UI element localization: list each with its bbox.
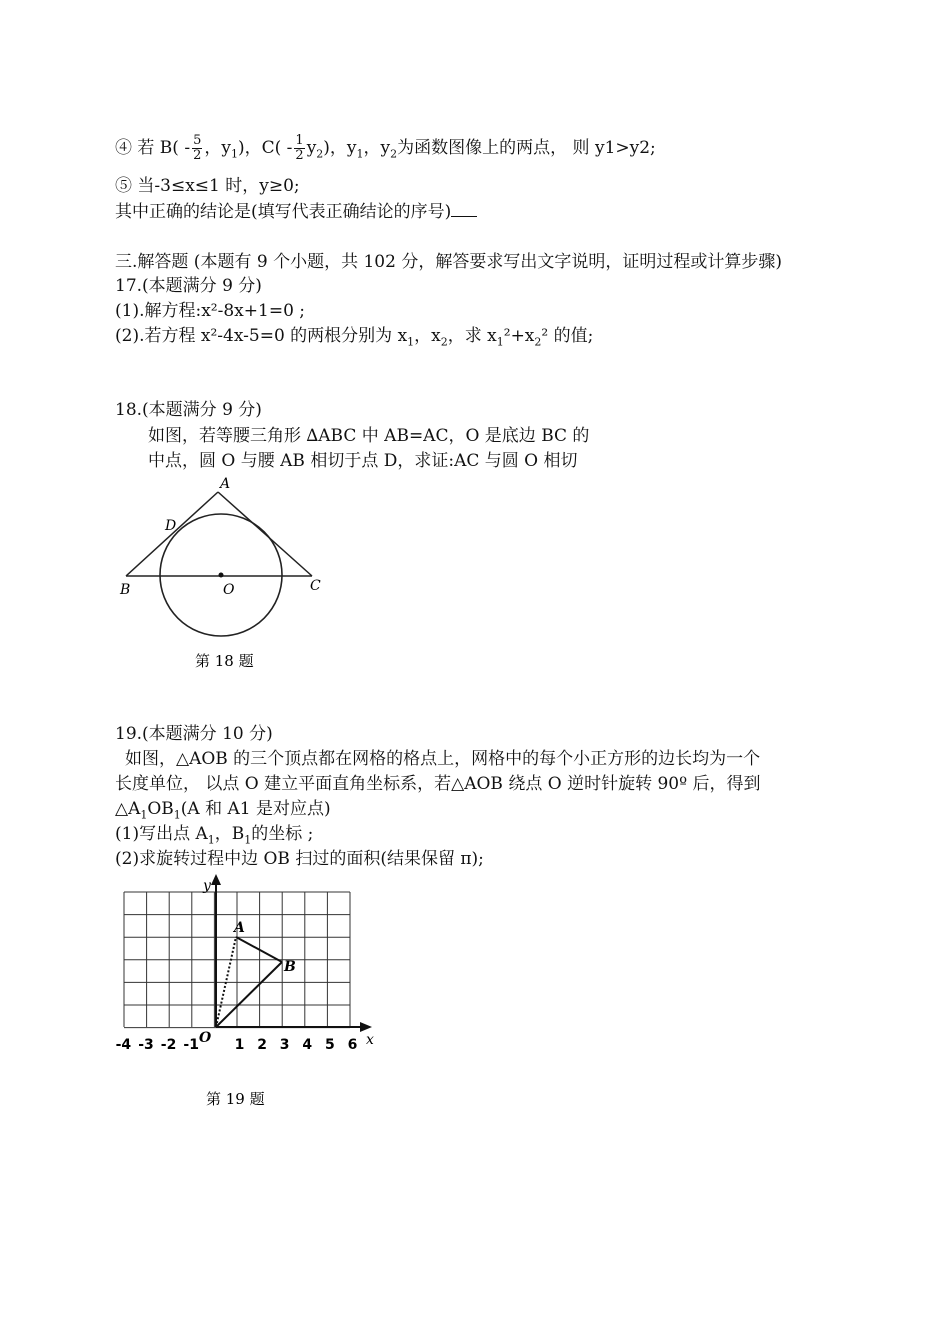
q19-text: 的坐标 ; <box>251 824 314 844</box>
figure-caption: 第 19 题 <box>206 1090 265 1108</box>
q16-conclusion-text: 其中正确的结论是(填写代表正确结论的序号) <box>115 202 452 222</box>
subscript: 1 <box>207 833 215 847</box>
tick-label: 3 <box>279 1037 290 1053</box>
q19-text: (A 和 A1 是对应点) <box>180 799 331 819</box>
q16-item4-prefix: ④ 若 B( - <box>115 138 191 158</box>
frac-num: 1 <box>295 133 304 148</box>
q18-figure <box>110 470 340 680</box>
tick-label: -1 <box>183 1037 199 1053</box>
q18-line1: 如图，若等腰三角形 ∆ABC 中 AB=AC，O 是底边 BC 的 <box>148 426 590 446</box>
subscript: 1 <box>230 147 238 161</box>
q17-part2 <box>115 324 593 354</box>
q18-title: 18.(本题满分 9 分) <box>115 400 262 420</box>
q19-text: △A <box>115 799 141 819</box>
q16-text: )，y <box>323 138 357 158</box>
q19-part2: (2)求旋转过程中边 OB 扫过的面积(结果保留 π); <box>115 849 484 869</box>
tick-labels <box>116 1037 358 1053</box>
q16-text: 为函数图像上的两点， 则 y1>y2; <box>397 138 656 158</box>
q16-text: ，y <box>363 138 391 158</box>
label-c: C <box>310 578 321 594</box>
label-o: O <box>223 582 235 598</box>
x-axis-arrow-icon <box>360 1022 372 1032</box>
q17-text: ，x <box>414 326 441 346</box>
frac-num: 5 <box>193 133 202 148</box>
q16-text: ，y <box>204 138 231 158</box>
tick-label: 4 <box>302 1037 313 1053</box>
segment-ab <box>236 937 282 962</box>
subscript: 2 <box>390 147 398 161</box>
q19-text: ，B <box>214 824 245 844</box>
q16-text: y <box>306 138 317 158</box>
fraction-1-2 <box>294 134 304 163</box>
tick-label: -3 <box>138 1037 154 1053</box>
q17-text: (2).若方程 x²-4x-5=0 的两根分别为 x <box>115 326 408 346</box>
section3-heading: 三.解答题 (本题有 9 个小题，共 102 分，解答要求写出文字说明，证明过程或计算步骤) <box>115 252 782 272</box>
segment-ob <box>216 962 282 1027</box>
subscript: 2 <box>440 335 448 349</box>
figure-caption: 第 18 题 <box>195 652 254 670</box>
q16-item4 <box>115 134 656 166</box>
label-d: D <box>165 518 177 534</box>
q17-part1: (1).解方程:x²-8x+1=0 ; <box>115 301 306 321</box>
q17-title: 17.(本题满分 9 分) <box>115 276 262 296</box>
y-axis-arrow-icon <box>211 874 221 885</box>
tick-label: -4 <box>115 1037 132 1053</box>
q16-conclusion <box>115 200 477 224</box>
center-point-o <box>219 573 224 578</box>
subscript: 1 <box>140 808 148 822</box>
q16-item5: ⑤ 当-3≤x≤1 时，y≥0; <box>115 176 300 196</box>
subscript: 1 <box>407 335 415 349</box>
label-o: O <box>199 1030 212 1046</box>
q19-title: 19.(本题满分 10 分) <box>115 724 273 744</box>
side-ac <box>218 492 312 576</box>
tick-label: 2 <box>257 1037 267 1053</box>
subscript: 2 <box>534 335 542 349</box>
q17-text: ² 的值; <box>541 326 594 346</box>
subscript: 1 <box>173 808 181 822</box>
tick-label: 1 <box>234 1037 245 1053</box>
label-a: A <box>220 476 231 492</box>
q19-line2: 长度单位， 以点 O 建立平面直角坐标系，若△AOB 绕点 O 逆时针旋转 90º 后，得到 <box>115 774 761 794</box>
label-a: A <box>234 920 245 936</box>
label-b: B <box>120 582 131 598</box>
subscript: 1 <box>496 335 504 349</box>
axis-y-label: y <box>203 878 211 894</box>
tick-label: 6 <box>347 1037 358 1053</box>
frac-den: 2 <box>193 148 202 163</box>
axis-x-label: x <box>366 1032 374 1048</box>
subscript: 1 <box>244 833 252 847</box>
q19-text: (1)写出点 A <box>115 824 208 844</box>
subscript: 1 <box>356 147 364 161</box>
q18-line2: 中点，圆 O 与腰 AB 相切于点 D，求证:AC 与圆 O 相切 <box>148 451 578 471</box>
q19-text: OB <box>147 799 174 819</box>
fraction-5-2 <box>192 134 202 163</box>
frac-den: 2 <box>295 148 304 163</box>
side-ab <box>126 492 218 576</box>
q19-line1: 如图，△AOB 的三个顶点都在网格的格点上，网格中的每个小正方形的边长均为一个 <box>125 749 761 769</box>
q17-text: ，求 x <box>447 326 497 346</box>
tick-label: -2 <box>160 1037 177 1053</box>
subscript: 2 <box>316 147 324 161</box>
q17-text: ²+x <box>503 326 535 346</box>
tick-label: 5 <box>325 1037 335 1053</box>
q16-text: )，C( - <box>237 138 293 158</box>
answer-blank[interactable] <box>451 200 477 217</box>
q19-figure <box>110 872 400 1117</box>
label-b: B <box>284 959 296 975</box>
